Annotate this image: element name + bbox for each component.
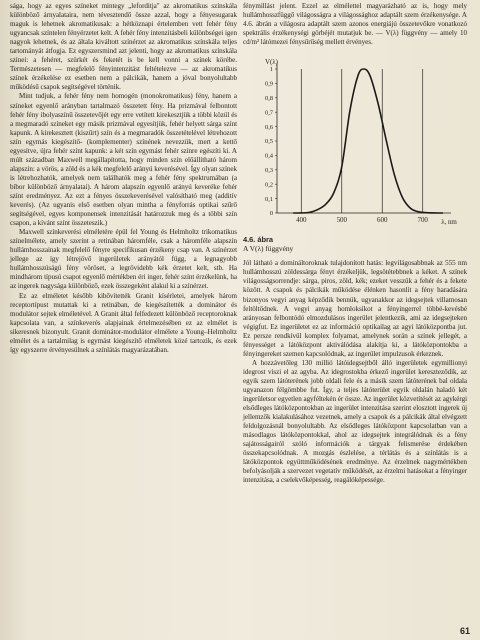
y-tick-label: 0,8: [265, 95, 273, 103]
paragraph: Maxwell színkeverési elméletére épül fel Young és Helmholtz trikomatikus színelmélete, amely szerint a retinában háromféle, csak a háromféle alapszín hullámhosszainak megfelelő fényre specifikusan érzékeny csap van. A színérzet jellege az így létrejövő ingerületek arányától függ, a legnagyobb hullámhosszúságú fény vöröset, a legrövidebb kék érzetet kelt, stb. Ha mindhárom típusú csapot egyenlő mértékben éri inger, fehér színt érzékelünk, ha az ingerek nagysága különböző, ezek összegeként alakul ki a színérzet.: [10, 228, 237, 291]
paragraph: A hozzávetőleg 130 millió látóidegsejtből álló ingerületek egymillionyi idegrost viszi el az agyba. Az idegrostokba érkező ingerület kereszteződik, az egyik szem látóterének jobb oldali fele és a másik szem látóterének bal oldala ugyanazon félgömbbe fut. Így, a teljes látóterület egyik oldalán haladó két ingerületsor egyetlen agyféltekén ér össze. Az ingerület közvetítését az agykérgi elsődleges látóközpontokban az ingerület intenzitása szerint elosztott ingerek új jellemzők kialakulásához vezetnek, amely a csapok és a pálcikák által elvégzett feldolgozásnál bonyolultabb. Az elsődleges látóközpont kapcsolatban van a másodlagos látóközpontokkal, ahol az idegsejtek integrálódnak és a fény sajátosságairól szóló információk a tárgyak felismerése érdekében összekapcsolódnak. A mozgás észlelése, a térlátás és a színlátás is a látóközpontok együttműködésének eredménye. Az érzelmek nagymértékben befolyásolják a szervezet vegetatív működését, az érzelmi hatásokat a fényinger intenzitása, a cselekvőképesség, reagálóképessége.: [243, 358, 467, 485]
y-tick-label: 0,5: [265, 138, 273, 146]
y-tick-label: 0,4: [265, 152, 273, 160]
x-axis-label: λ, nm: [441, 218, 457, 227]
y-tick-label: 0,3: [265, 167, 273, 175]
y-tick-label: 1: [269, 66, 273, 74]
x-tick-label: 700: [417, 216, 428, 225]
y-tick-label: 0,1: [265, 196, 273, 204]
y-tick-label: 0,2: [265, 181, 273, 189]
figure-title: A V(λ) függvény: [243, 244, 294, 254]
x-tick-label: 500: [336, 216, 347, 225]
right-text-column: [243, 2, 467, 486]
left-text-column: [10, 2, 237, 355]
y-tick-label: 0: [269, 210, 273, 218]
v-lambda-chart: [243, 51, 467, 231]
y-tick-label: 0,6: [265, 124, 273, 132]
paragraph: Jól látható a domináltoroknak tulajdonított hatás: legvilágosabbnak az 555 nm hullámhosszú zöldessárga fényt érzékeljük, legsötétebbnek a kéket. A színek világosságsorrendje: sárga, piros, zöld, kék; ezeket vesszük a fehér és a fekete között. A csapok és pálcikák működése élénken hasonlít a fény haradására bizonyos vegyi anyag képződik bennük, ugyanakkor az idegsejtek villamosan feltöltődnek. A vegyi anyag homloksíkot a fényingerrel többé-kevésbé arányosan felbontódó elmozdulásos ingerület jelentkezik, ami az idegsejteken végigfut. Ez ingerületet ez az információ optikailag az agyi látóközpontba jut. Ez persze rendkívül komplex folyamat, amelynek során a színek jellegét, a fényességet a látóközpont aktiválódása alakítja ki, a látóközpontokba a fényingereket szemen kapcsolódnak, az ingerület impulzusok érkeznek.: [243, 259, 467, 358]
paragraph: Mint tudjuk, a fehér fény nem homogén (monokromatikus) fény, hanem a színeket egyenlő arányban tartalmazó összetett fény. Ha prizmával felbontott fehér fény ibolyaszínű összetevőjét egy erre vetített kirekesztjük a többi közül és a megmaradó színeket egy másik prizmával egyesítjük, fehér helyett sárga színt kapunk. A kirekesztett (kiszűrt) szín és a megmaradók összetételével létrehozott szín egymás kiegészítő- (komplementer) színének nevezzük, mert a kettő egyesítve, újra fehér színt kapunk: a két szín egymást fehér színre egészíti ki. A múlt században Maxwell megállapította, hogy minden szín előállítható három alapszín: a vörös, a zöld és a kék megfelelő arányú keverésével. Így olyan színek is létrehozhatók, amelyek nem találhatók meg a fehér fény spektrumában (a bíbor különböző árnyalatai). A három alapszín egyenlő arányú keveréke fehér színt eredményez. Az ezt a fényes összekeverésével valósítható meg (additív keverés). (Az ugyanis első esetben olyan mintha a fényforrás optikai szűrő segítségével, egyes komponensek intenzitását határozzuk meg és a többi szín csapon, a kívánt színt összeteszik.): [10, 92, 237, 228]
y-tick-label: 0,9: [265, 80, 273, 88]
figure-label: 4.6. ábra: [243, 235, 273, 245]
x-tick-label: 600: [377, 216, 388, 225]
y-axis-label: V(λ): [265, 58, 278, 67]
x-tick-label: 400: [296, 216, 307, 225]
page-number: 61: [459, 626, 470, 636]
paragraph: Ez az elméletet később kibővítették Granit kísérletei, amelyek három receptortípust mutattak ki a retinában, de kiegészítették a dominátor és modulátor sejtek elméletével. A Granit által felfedezett különböző receptoroknak kapcsolata van, a színkeverés alapjainak értelmezésében ez az elmélet is sikeresnek bizonyult. Granit dominátor-modulátor elmélete a Young–Helmholtz elmélet és a tartalmilag is egymást kiegészítő elméletek közé tartozik, és ezek így egyszerre érvényesülnek a színlátás magyarázatában.: [10, 291, 237, 354]
v-lambda-curve: [293, 69, 443, 213]
paragraph: fénymillást jelent. Ezzel az elmélettel magyarázható az is, hogy mely hullámhosszfüggő világosságra a világossághoz adaptált szem érzékenysége. A 4.6. ábrán a világosra adaptált szem azonos energiájú összetevőkre vonatkozó spektrális érzékenységi görbéjét mutatjuk be. — V(λ) függvény — amely 10 cd/m² látómezei fénysűrűség mellett érvényes.: [243, 2, 467, 47]
paragraph: sága, hogy az egyes színeket mintegy „leforditja" az akromatikus színskála különböző árnyalataira, nem tévesztendő össze azzal, hogy a fényesugarak maguk is lehetnek akromatikusak: a hétköznapi értelemben vett fehér fény ugyancsak színtelen fényérzetet kelt. A fehér fény intenzitásbeli különbségei igen nagyok lehetnek, és az általa kiváltott színérzet az akromatikus színskála teljes tartományát átfogja. Ez egyszersmind azt jelenti, hogy az akromatikus színskála színei: a fehéret, szürkét és feketét is be kell vonni a színek körébe. Természetesen — megfelelő fényintenzitást feltételezve — az akromatikus színek érzékelése ez esetben nem a pálcikák, hanem a jóval bonyolultabb működésű csapok segítségével történik.: [10, 2, 237, 92]
y-tick-label: 0,7: [265, 109, 273, 117]
